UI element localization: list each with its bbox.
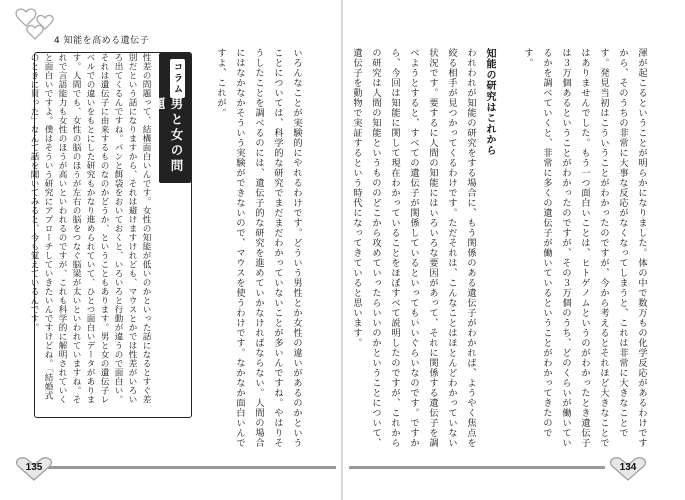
right-intro: 渾が起こるということが明らかになりました。体の中で数万もの化学反応があるわけですから、そのうちの非常に大事な反応がなくなってしまうと、これは非常に大きなことです。発見当初はこういうことがわかったのですが、今から考えるとそれほど大きなことではありませんでした。もう一つ面白いことは、ヒトゲノムというのがわかったとき遺伝子は３万個あるということがわかったのですが、その３万個のうち、どのくらいが働いているかを調べていくと、非常に多くの遺伝子が働いているということがわかってきたのです。 xyxy=(522,48,647,448)
right-body-text xyxy=(351,48,651,448)
right-page xyxy=(343,0,685,500)
column-header xyxy=(151,53,191,183)
left-body-text: いろんなことが実験的にやれるわけです。どういう男性とか女性の違いがあるのかということについては、科学的な研究でまだまだわかっていないことが多いんですね。やはりそうしたことを調べるのには、遺伝子的な研究を進めていかなければならない。人間の場合にはなかなかそういう実験ができないので、マウスを使うわけです。なかなか面白いんですよ、これが。 xyxy=(215,48,302,448)
footer-rule-right xyxy=(349,466,605,469)
column-text: 性差の問題って、結構面白いんです。女性の知能が低いのかといった話になるとすぐ差別だという話になりますから、それは避けますけれども、マウスとかでは性差がいろいろ出てくるんですね。パンと餌袋をおいておくと、いろいろと行動が違うので面白い。それは遺伝子に由来するものなのかどうか、ということもあります。男と女の遺伝子レベルでの違いをもとにした研究もかなり進められていて、ひとつ面白いデータがあります。人間でも、女性の脳のほうが左右の脳をつなぐ脳梁が太いといわれていますね。それで言語能力も女性のほうが高いといわれるのですが、これも科学的に解明されていくと面白いですよ。僕はそういう研究にアプローチしていきたいんですけどね。「結婚式のときに買った」なんて話を聞いてみると、今も覚えているんです。 xyxy=(29,53,151,404)
running-head: 4 知能を高める遺伝子 xyxy=(54,36,150,46)
column-tag: コラム xyxy=(170,59,185,98)
page-number-right xyxy=(608,456,648,482)
right-body: われわれが知能の研究をする場合に、もう関係のある遺伝子がわかれば、ようやく焦点を絞る相手が見つかってくるわけです。ただそれは、こんなことはほとんどわかっていない状況です。要するに人間の知能にはいろいろな要因があって、それに関係する遺伝子を調べようとすると、すべての遺伝子が関係しているといってもいいぐらいなのです。ですから、今回は知能に関して現在わかっていることをほぼすべて説明したのですが、これからの研究は人間の知能というもののどこから攻めていったらいいのかということについて、遺伝子を動物で実証するという時代になってきていると思います。 xyxy=(351,48,476,448)
section-heading: 知能の研究はこれから xyxy=(484,48,495,156)
page-number-left-text: 135 xyxy=(25,462,43,473)
page-number-left xyxy=(14,456,54,482)
footer-rule-left xyxy=(48,466,336,469)
column-box xyxy=(29,52,192,418)
column-title: 男と女の問題 xyxy=(151,97,184,175)
page-number-right-text: 134 xyxy=(619,462,637,473)
